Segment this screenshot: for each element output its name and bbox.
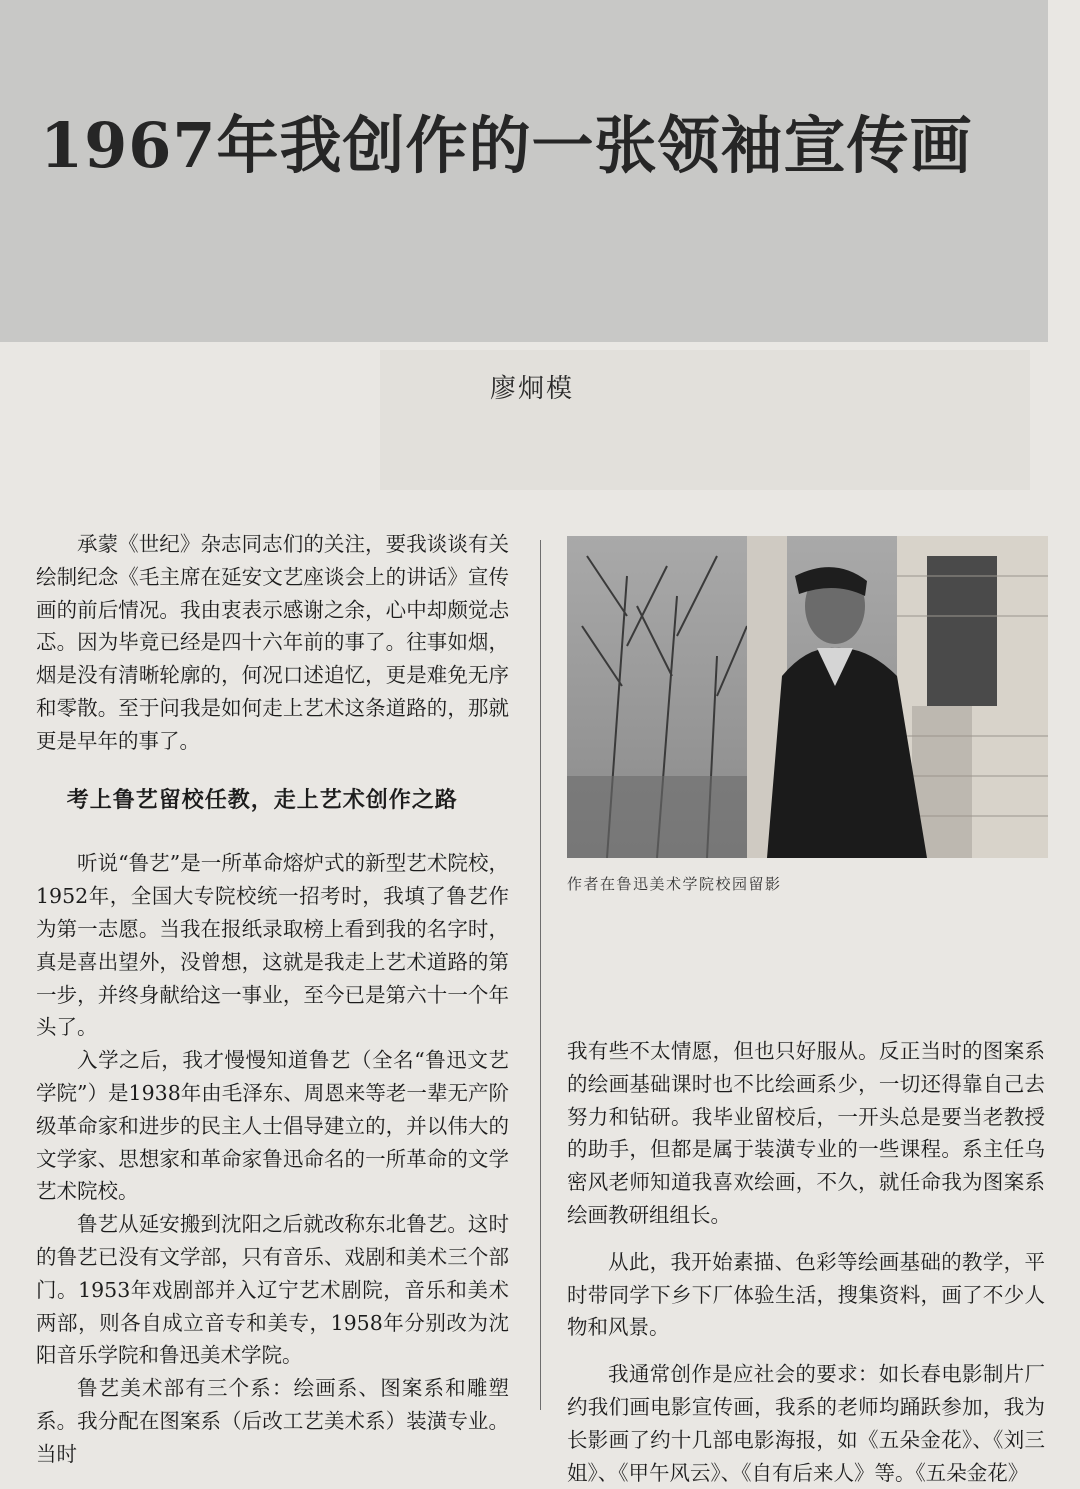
column-divider xyxy=(540,540,541,1410)
photo-illustration xyxy=(567,536,1048,858)
body-paragraph: 入学之后，我才慢慢知道鲁艺（全名“鲁迅文艺学院”）是1938年由毛泽东、周恩来等老一辈无产阶级革命家和进步的民主人士倡导建立的，并以伟大的文学家、思想家和革命家鲁迅命名的一所革命的文学艺术院校。 xyxy=(36,1048,509,1204)
left-column xyxy=(36,528,509,1471)
body-paragraph: 从此，我开始素描、色彩等绘画基础的教学，平时带同学下乡下厂体验生活，搜集资料，画了不少人物和风景。 xyxy=(567,1249,1045,1340)
body-paragraph: 我有些不太情愿，但也只好服从。反正当时的图案系的绘画基础课时也不比绘画系少，一切还得靠自己去努力和钻研。我毕业留校后，一开头总是要当老教授的助手，但都是属于装潢专业的一些课程。系主任乌密风老师知道我喜欢绘画，不久，就任命我为图案系绘画教研组组长。 xyxy=(567,1039,1045,1227)
body-paragraph: 我通常创作是应社会的要求：如长春电影制片厂约我们画电影宣传画，我系的老师均踊跃参加，我为长影画了约十几部电影海报，如《五朵金花》、《刘三姐》、《甲午风云》、《自有后来人》等。《五朵金花》 xyxy=(567,1362,1045,1485)
article-title: 1967年我创作的一张领袖宣传画 xyxy=(40,109,973,182)
author-photo xyxy=(567,536,1048,858)
body-paragraph: 听说“鲁艺”是一所革命熔炉式的新型艺术院校，1952年，全国大专院校统一招考时，我填了鲁艺作为第一志愿。当我在报纸录取榜上看到我的名字时，真是喜出望外，没曾想，这就是我走上艺术道路的第一步，并终身献给这一事业，至今已是第六十一个年头了。 xyxy=(36,851,509,1040)
right-column xyxy=(567,1035,1045,1489)
author-byline: 廖炯模 xyxy=(490,374,575,404)
show-through-texture xyxy=(380,350,1030,490)
body-paragraph: 鲁艺美术部有三个系：绘画系、图案系和雕塑系。我分配在图案系（后改工艺美术系）装潢专业。当时 xyxy=(36,1376,509,1466)
section-heading: 考上鲁艺留校任教，走上艺术创作之路 xyxy=(66,787,458,813)
intro-paragraph: 承蒙《世纪》杂志同志们的关注，要我谈谈有关绘制纪念《毛主席在延安文艺座谈会上的讲话》宣传画的前后情况。我由衷表示感谢之余，心中却颇觉忐忑。因为毕竟已经是四十六年前的事了。往事如烟，烟是没有清晰轮廓的，何况口述追忆，更是难免无序和零散。至于问我是如何走上艺术这条道路的，那就更是早年的事了。 xyxy=(36,532,509,753)
photo-caption: 作者在鲁迅美术学院校园留影 xyxy=(567,875,782,893)
body-paragraph: 鲁艺从延安搬到沈阳之后就改称东北鲁艺。这时的鲁艺已没有文学部，只有音乐、戏剧和美术三个部门。1953年戏剧部并入辽宁艺术剧院，音乐和美术两部，则各自成立音专和美专，1958年分别改为沈阳音乐学院和鲁迅美术学院。 xyxy=(36,1212,509,1368)
